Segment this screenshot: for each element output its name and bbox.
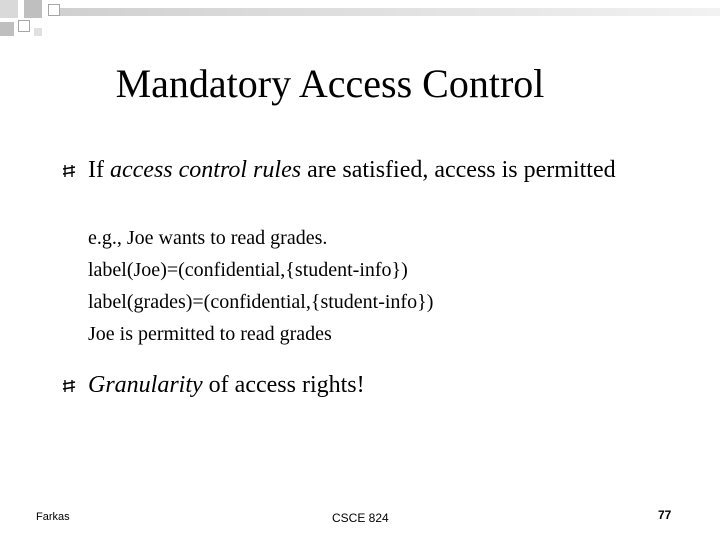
bullet-2-emphasis: Granularity xyxy=(88,372,203,398)
decor-stripe xyxy=(60,8,720,16)
bullet-1-post: are satisfied, access is permitted xyxy=(301,157,616,183)
decor-square xyxy=(0,22,14,36)
bullet-1-pre: If xyxy=(88,157,110,183)
footer-course: CSCE 824 xyxy=(332,511,389,525)
bullet-2-icon xyxy=(62,377,76,393)
sub-item: label(Joe)=(confidential,{student-info}) xyxy=(88,259,408,281)
page-number: 77 xyxy=(658,508,672,522)
footer-author: Farkas xyxy=(36,511,70,523)
corner-decoration xyxy=(0,0,720,40)
bullet-1-icon xyxy=(62,162,76,178)
bullet-2-text xyxy=(88,370,365,400)
decor-square xyxy=(18,20,30,32)
decor-square xyxy=(24,0,42,18)
decor-square xyxy=(34,28,42,36)
sub-item: label(grades)=(confidential,{student-info}) xyxy=(88,291,434,313)
bullet-2-post: of access rights! xyxy=(202,372,365,398)
slide-title: Mandatory Access Control xyxy=(115,61,545,106)
sub-item: Joe is permitted to read grades xyxy=(88,323,332,345)
decor-square xyxy=(48,4,60,16)
decor-square xyxy=(0,0,18,18)
bullet-1-emphasis: access control rules xyxy=(109,157,302,183)
bullet-1-text xyxy=(88,155,648,185)
sub-item: e.g., Joe wants to read grades. xyxy=(88,227,328,249)
